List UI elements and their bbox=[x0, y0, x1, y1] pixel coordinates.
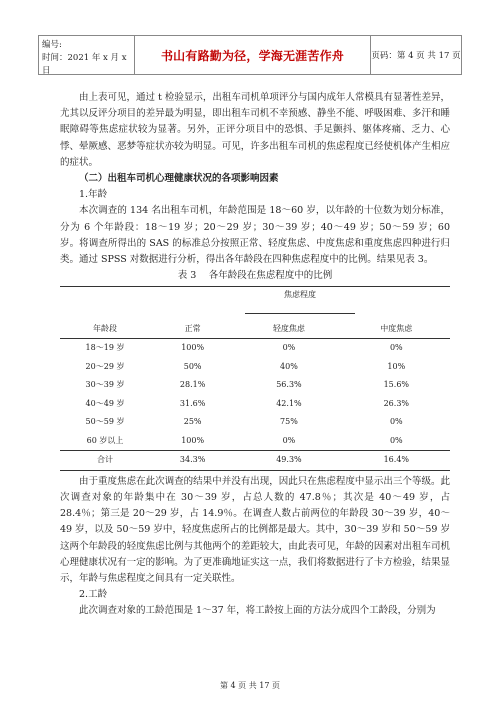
value-cell: 0% bbox=[282, 343, 296, 353]
paragraph-intro: 由上表可见，通过 t 检验显示，出租车司机单项评分与国内成年人常模具有显著性差异，尤其以反评分项目的差异最为明显，即出租车司机不幸预感、静坐不能、呼吸困难、多汗和睡眠障碍等焦虑症状较为显著。另外，正评分项目中的恐惧、手足颤抖、躯体疼痛、乏力、心悸、晕厥感、恶梦等症状亦较为明显。可见，许多出租车司机的焦虑程度已经使机体产生相应的症状。 bbox=[60, 92, 450, 168]
value-cell: 26.3% bbox=[383, 398, 410, 408]
total-label: 合计 bbox=[60, 451, 150, 471]
value-cell: 25% bbox=[183, 417, 202, 427]
total-cell: 34.3% bbox=[150, 451, 235, 471]
table-row bbox=[60, 339, 450, 358]
value-cell: 100% bbox=[181, 343, 205, 353]
item-heading-age: 1.年龄 bbox=[79, 189, 108, 201]
page-footer: 第 4 页 共 17 页 bbox=[220, 681, 280, 690]
age-cell: 60 岁以上 bbox=[86, 435, 124, 445]
total-cell: 16.4% bbox=[343, 451, 450, 471]
table-row bbox=[60, 376, 450, 395]
table-caption: 表 3 各年龄段在焦虑程度中的比例 bbox=[177, 270, 333, 282]
paragraph-seniority: 此次调查对象的工龄范围是 1～37 年，将工龄按上面的方法分成四个工龄段，分别为 bbox=[79, 605, 436, 617]
column-header: 中度焦虑 bbox=[343, 320, 450, 339]
table-row bbox=[60, 395, 450, 414]
value-cell: 31.6% bbox=[179, 398, 206, 408]
column-header: 轻度焦虑 bbox=[235, 320, 342, 339]
value-cell: 0% bbox=[282, 435, 296, 445]
table-header-row bbox=[60, 287, 450, 320]
row-header-age: 年龄段 bbox=[60, 320, 150, 339]
anxiety-age-table bbox=[60, 286, 450, 470]
age-cell: 18～19 岁 bbox=[85, 343, 125, 353]
age-cell: 20～29 岁 bbox=[85, 361, 125, 371]
value-cell: 100% bbox=[181, 435, 205, 445]
paragraph-age-analysis: 由于重度焦虑在此次调查的结果中并没有出现，因此只在焦虑程度中显示出三个等级。此次调查对象的年龄集中在 30～39 岁，占总人数的 47.8％；其次是 40～49 岁，占 28.4％；第三是 20～29 岁，占 14.9％。在调查人数占前两位的年龄段 30～39 岁，40～49 岁，以及 50～59 岁中，轻度焦虑所占的比例都是最大。其中，30～39 岁和 50～59 岁这两个年龄段的轻度焦虑比例与其他两个的差距较大，由此表可见，年龄的因素对出租车司机心理健康状况有一定的影响。为了更准确地证实这一点，我们将数据进行了卡方检验，结果显示，年龄与焦虑程度之间具有一定关联性。 bbox=[60, 475, 450, 585]
table-column-header-row bbox=[60, 320, 450, 339]
page-header bbox=[38, 35, 462, 75]
header-time-label: 时间：2021 年 x 月 x 日 bbox=[42, 53, 127, 76]
header-meta bbox=[39, 36, 135, 74]
value-cell: 10% bbox=[387, 361, 406, 371]
table-group-header bbox=[150, 287, 450, 320]
column-header: 正常 bbox=[150, 320, 235, 339]
value-cell: 15.6% bbox=[383, 380, 410, 390]
value-cell: 56.3% bbox=[276, 380, 302, 390]
value-cell: 0% bbox=[389, 417, 403, 427]
header-page-info: 页码：第 4 页 共 17 页 bbox=[371, 51, 461, 61]
value-cell: 50% bbox=[183, 361, 202, 371]
value-cell: 42.1% bbox=[276, 398, 302, 408]
value-cell: 0% bbox=[389, 343, 403, 353]
age-cell: 50～59 岁 bbox=[85, 417, 125, 427]
age-cell: 40～49 岁 bbox=[85, 398, 125, 408]
group-header-rule bbox=[245, 312, 355, 314]
total-cell: 49.3% bbox=[235, 451, 342, 471]
table-row bbox=[60, 413, 450, 432]
age-cell: 30～39 岁 bbox=[85, 380, 125, 390]
table-row bbox=[60, 358, 450, 377]
value-cell: 28.1% bbox=[179, 380, 206, 390]
document-body bbox=[60, 90, 450, 620]
header-motto: 书山有路勤为径，学海无涯苦作舟 bbox=[135, 36, 371, 74]
value-cell: 40% bbox=[280, 361, 298, 371]
header-number-label: 编号: bbox=[42, 40, 62, 50]
section-title: （二）出租车司机心理健康状况的各项影响因素 bbox=[79, 173, 279, 185]
value-cell: 75% bbox=[280, 417, 298, 427]
table-corner bbox=[60, 287, 150, 320]
table-row bbox=[60, 432, 450, 451]
table-total-row bbox=[60, 451, 450, 471]
item-heading-seniority: 2.工龄 bbox=[79, 589, 108, 601]
paragraph-age-method: 本次调查的 134 名出租车司机，年龄范围是 18～60 岁，以年龄的十位数为划分标准，分为 6 个年龄段：18～19 岁；20～29 岁；30～39 岁；40～49 岁；50～59 岁；60 岁。将调查所得出的 SAS 的标准总分按照正常、轻度焦虑、中度焦虑和重度焦虑四种进行归类。通过 SPSS 对数据进行分析，得出各年龄段在四种焦虑程度中的比例。结果见表 3。 bbox=[60, 205, 450, 266]
value-cell: 0% bbox=[389, 435, 403, 445]
group-header-text: 焦虑程度 bbox=[284, 290, 316, 300]
